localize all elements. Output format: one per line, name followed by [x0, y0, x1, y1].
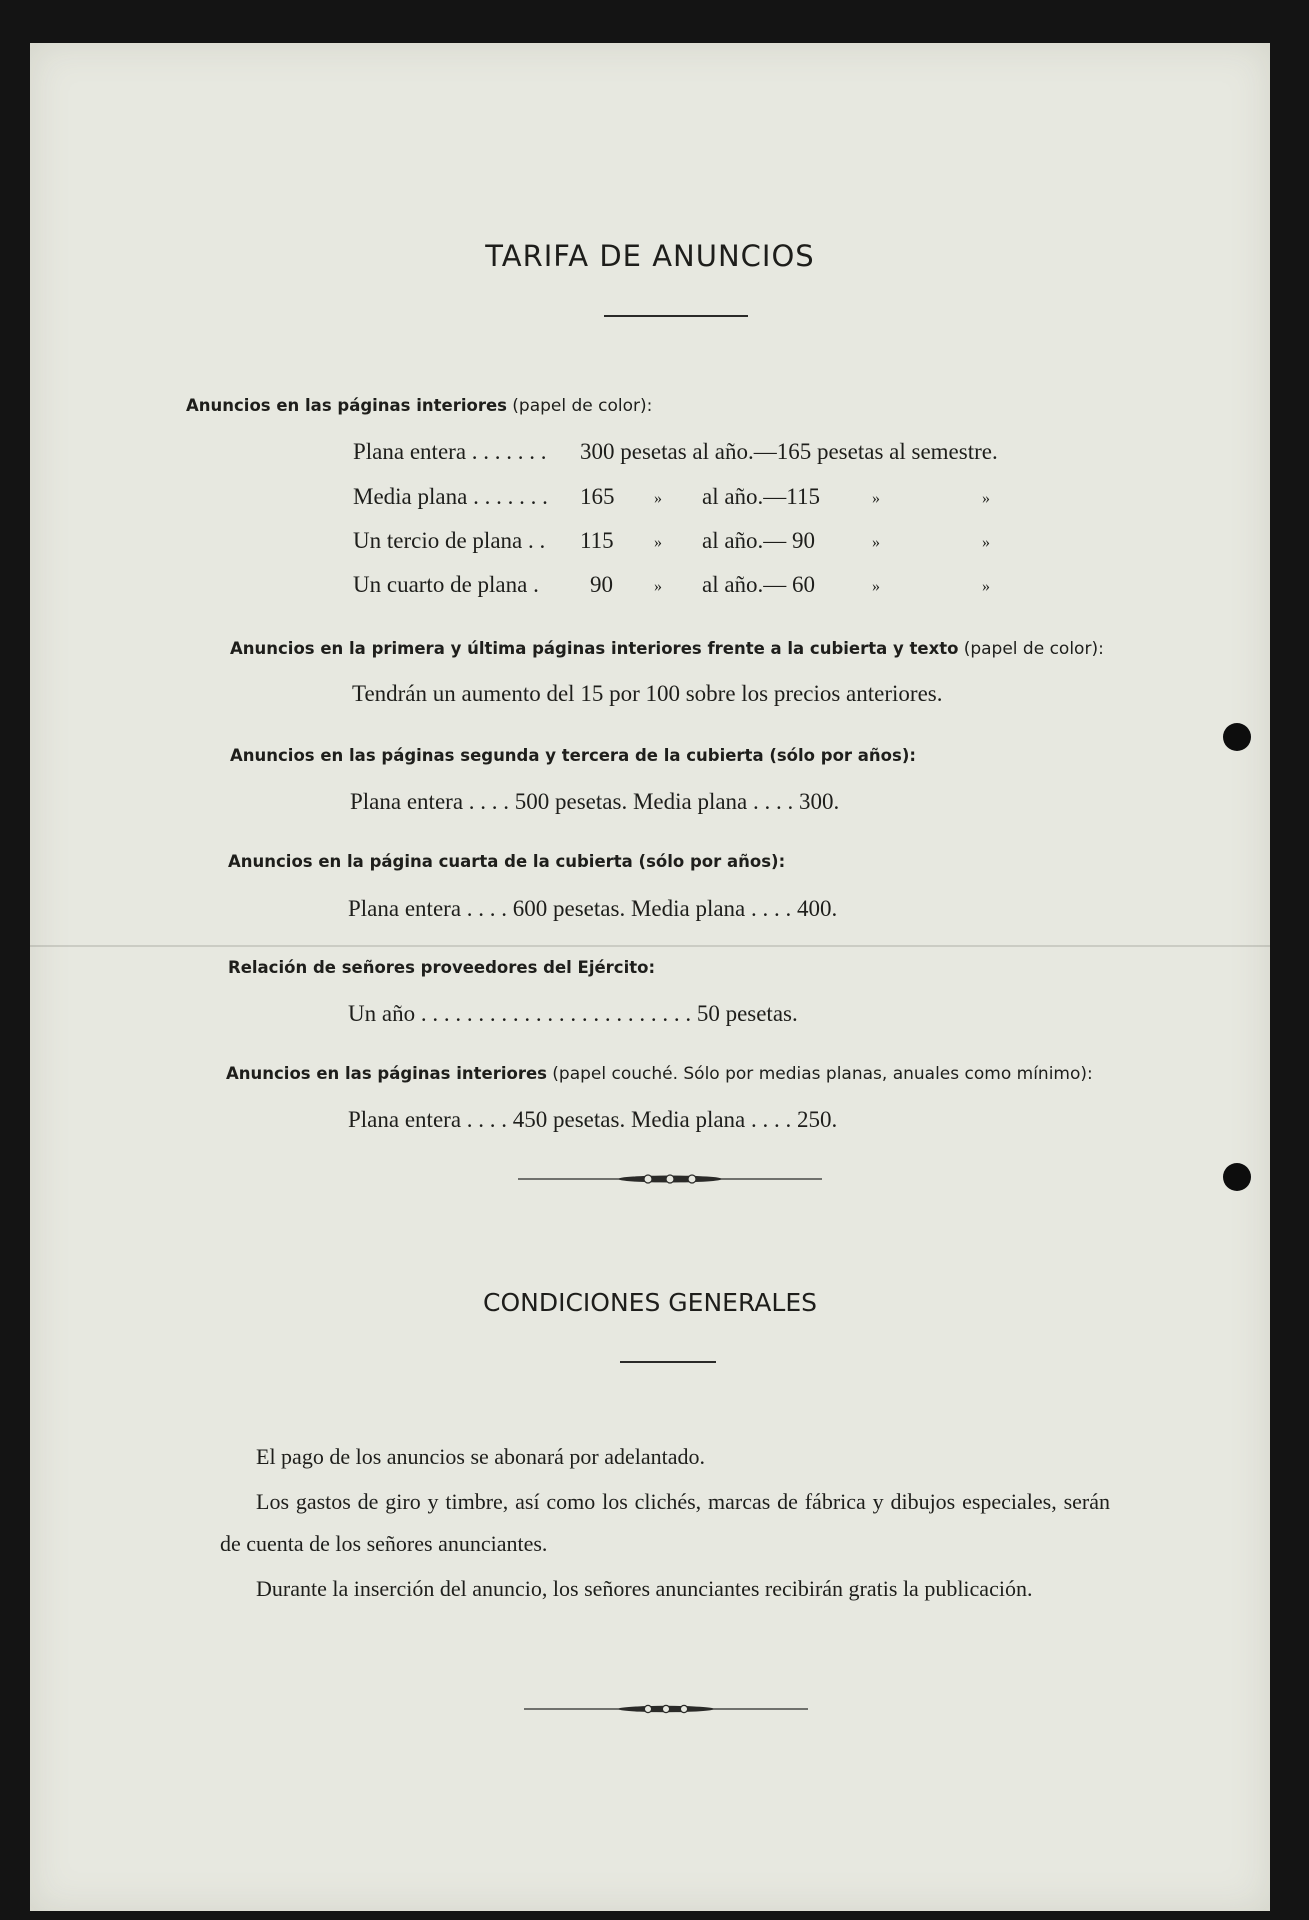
condition-paragraph — [220, 1568, 1110, 1610]
section-line: Tendrán un aumento del 15 por 100 sobre los precios anteriores. — [352, 681, 943, 706]
section-line: Un año . . . . . . . . . . . . . . . . . . . . . . . . 50 pesetas. — [348, 1001, 798, 1026]
ditto-mark: » — [654, 578, 662, 595]
title-rule — [604, 315, 748, 317]
rate-price: 90 — [590, 572, 613, 597]
heading-text: Anuncios en la primera y última páginas interiores frente a la cubierta y texto — [230, 639, 959, 658]
rate-year: al año.— 90 — [702, 528, 816, 553]
rate-label: Media plana . . . . . . . — [353, 484, 548, 509]
rate-label: Un cuarto de plana . — [353, 572, 539, 597]
condition-text: Durante la inserción del anuncio, los señores anunciantes recibirán gratis la publicación. — [256, 1576, 1033, 1601]
ditto-mark: » — [982, 578, 990, 595]
ditto-mark: » — [872, 534, 880, 551]
section-line: Plana entera . . . . 500 pesetas. Media plana . . . . 300. — [350, 789, 840, 814]
heading-text: Anuncios en las páginas segunda y tercera de la cubierta (sólo por años): — [230, 746, 916, 765]
section-heading — [226, 1064, 1093, 1084]
ornament-divider — [518, 1172, 822, 1186]
ditto-mark: » — [872, 578, 880, 595]
heading-note: (papel couché. Sólo por medias planas, anuales como mínimo): — [552, 1064, 1093, 1084]
ornament-divider — [524, 1702, 808, 1716]
section-line: Plana entera . . . . 600 pesetas. Media plana . . . . 400. — [348, 896, 838, 921]
section-heading — [228, 958, 655, 977]
ditto-mark: » — [654, 490, 662, 507]
ditto-mark: » — [654, 534, 662, 551]
section-line: Plana entera . . . . 450 pesetas. Media plana . . . . 250. — [348, 1107, 838, 1132]
conditions-rule — [620, 1361, 716, 1363]
condition-text: Los gastos de giro y timbre, así como los clichés, marcas de fábrica y dibujos especiales, serán de cuenta de los señores anunciantes. — [220, 1489, 1110, 1556]
ditto-mark: » — [982, 490, 990, 507]
ditto-mark: » — [872, 490, 880, 507]
rate-price: 165 — [580, 484, 615, 509]
rate-year: al año.— 60 — [702, 572, 816, 597]
punch-hole — [1223, 1163, 1251, 1191]
heading-note: (papel de color): — [963, 639, 1104, 659]
section-heading — [230, 639, 1104, 659]
rate-label: Un tercio de plana . . — [353, 528, 546, 553]
rate-price: 115 — [580, 528, 614, 553]
condition-paragraph — [220, 1436, 1110, 1478]
rate-year: al año.—115 — [702, 484, 820, 509]
document-sheet — [30, 43, 1270, 1911]
paper-fold — [30, 945, 1270, 947]
condition-paragraph — [220, 1481, 1110, 1565]
heading-text: Anuncios en las páginas interiores — [226, 1064, 548, 1083]
conditions-title: CONDICIONES GENERALES — [483, 1288, 817, 1317]
condition-text: El pago de los anuncios se abonará por adelantado. — [256, 1444, 706, 1469]
section-heading — [228, 852, 785, 871]
heading-text: Relación de señores proveedores del Ejército: — [228, 958, 656, 977]
punch-hole — [1223, 723, 1251, 751]
section-heading — [186, 396, 652, 416]
ditto-mark: » — [982, 534, 990, 551]
heading-text: Anuncios en la página cuarta de la cubierta (sólo por años): — [228, 852, 786, 871]
heading-note: (papel de color): — [512, 396, 653, 416]
rate-label: Plana entera . . . . . . . — [353, 439, 547, 464]
page-title: TARIFA DE ANUNCIOS — [485, 239, 815, 273]
heading-text: Anuncios en las páginas interiores — [186, 396, 508, 415]
rate-price: 300 pesetas al año.—165 pesetas al semestre. — [580, 439, 998, 464]
section-heading — [230, 746, 916, 765]
